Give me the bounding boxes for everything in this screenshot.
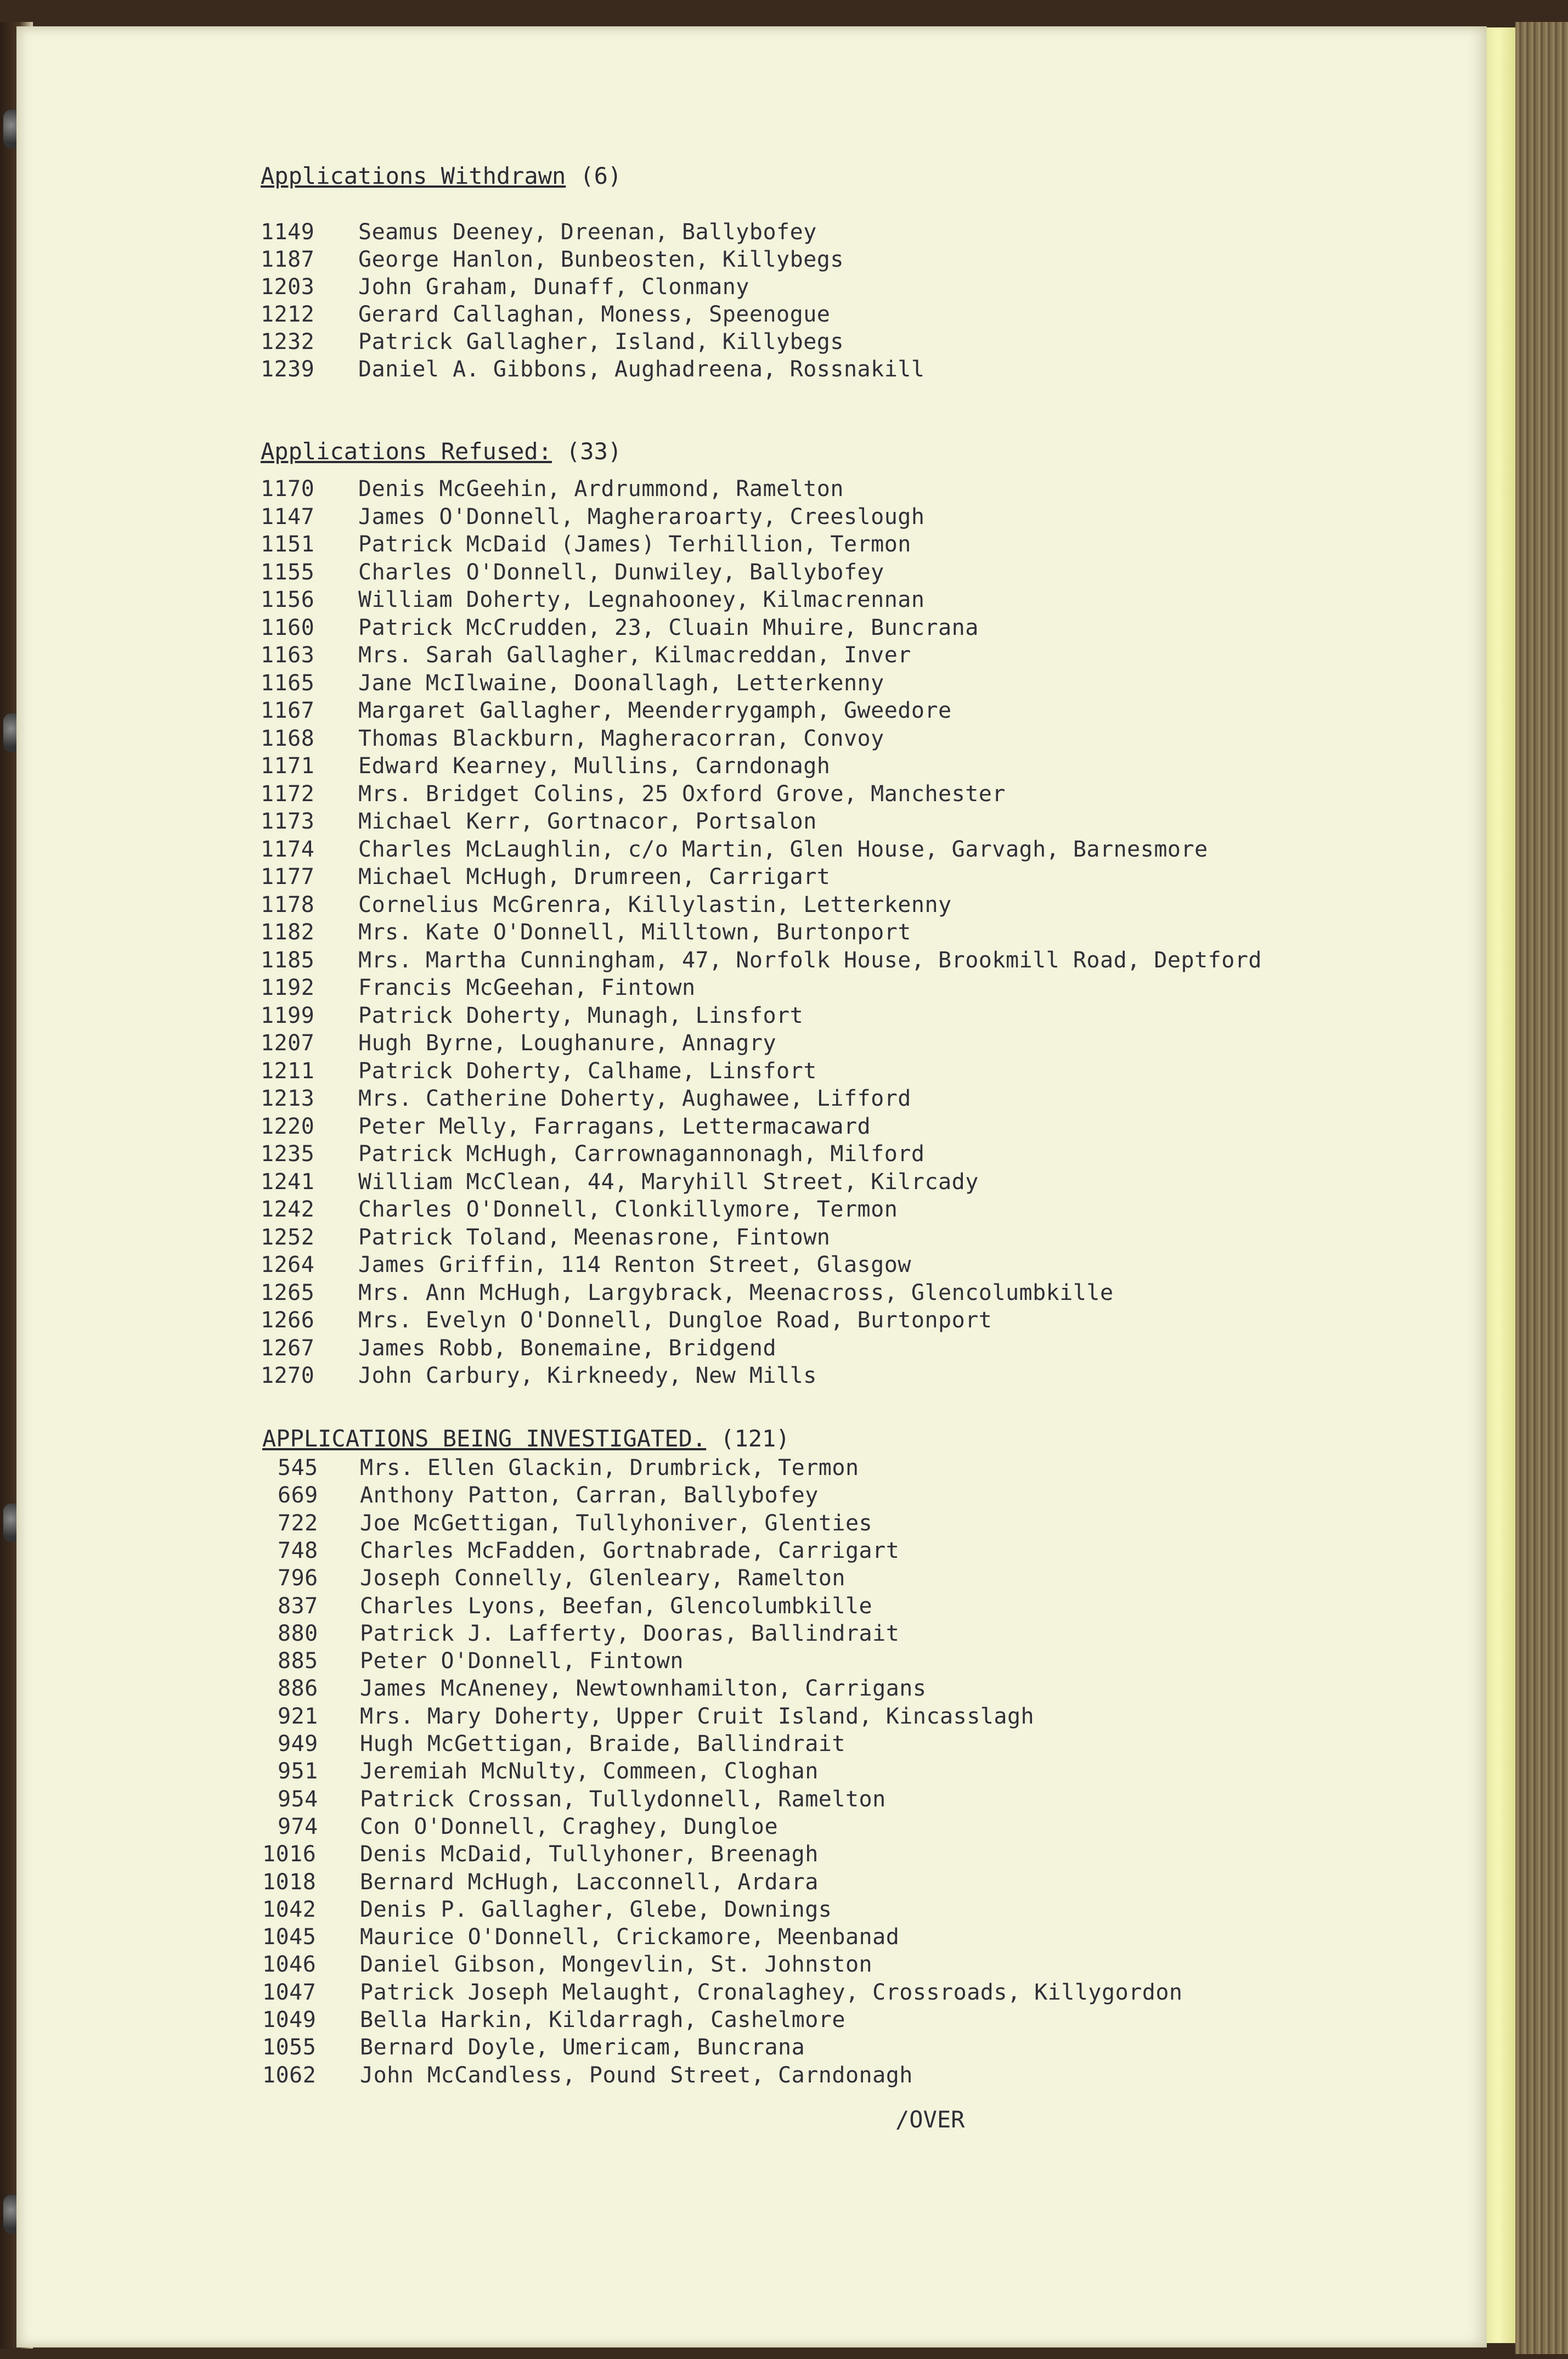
list-item [261, 726, 1413, 752]
application-number: 1167 [261, 698, 315, 723]
applicant-details: Gerard Callaghan, Moness, Speenogue [358, 302, 831, 327]
list-item [261, 302, 1413, 328]
application-number: 1173 [261, 809, 315, 834]
application-number: 886 [278, 1676, 318, 1702]
application-number: 1147 [261, 504, 315, 530]
application-number: 1163 [261, 643, 315, 668]
list-item [261, 1197, 1413, 1223]
applicant-details: Patrick McHugh, Carrownagannonagh, Milford [358, 1141, 925, 1167]
applicant-details: Patrick J. Lafferty, Dooras, Ballindrait [360, 1620, 900, 1646]
applicant-details: Thomas Blackburn, Magheracorran, Convoy [358, 725, 884, 751]
application-number: 1199 [261, 1003, 315, 1028]
application-number: 1241 [261, 1169, 315, 1195]
application-number: 949 [278, 1731, 318, 1756]
list-item [261, 837, 1413, 863]
applicant-details: Michael McHugh, Drumreen, Carrigart [358, 864, 831, 889]
application-number: 1049 [262, 2007, 317, 2033]
applicant-details: Charles Lyons, Beefan, Glencolumbkille [360, 1593, 873, 1619]
applicant-details: Mrs. Bridget Colins, 25 Oxford Grove, Manchester [358, 781, 1006, 807]
list-item [262, 1648, 1414, 1675]
list-item [262, 1731, 1414, 1758]
list-item [261, 247, 1413, 273]
section-count: (6) [580, 162, 622, 189]
list-item [262, 1483, 1414, 1509]
application-number: 1018 [262, 1869, 317, 1895]
application-number: 1207 [261, 1031, 315, 1056]
applicant-details: Anthony Patton, Carran, Ballybofey [360, 1483, 819, 1508]
application-number: 1211 [261, 1058, 315, 1084]
application-number: 1171 [261, 753, 315, 779]
applicant-details: Con O'Donnell, Craghey, Dungloe [360, 1814, 779, 1839]
application-number: 1047 [262, 1979, 317, 2005]
applicant-details: Bernard Doyle, Umericam, Buncrana [360, 2035, 805, 2060]
list-item [262, 1980, 1414, 2006]
application-number: 1178 [261, 892, 315, 917]
list-item [261, 1280, 1413, 1307]
list-item [261, 753, 1413, 780]
application-number: 722 [278, 1510, 318, 1536]
applicant-details: Mrs. Ellen Glackin, Drumbrick, Termon [360, 1455, 859, 1480]
list-item [261, 809, 1413, 835]
list-item [262, 1924, 1414, 1951]
list-item [261, 1252, 1413, 1279]
list-item [261, 1336, 1413, 1362]
applicant-details: John McCandless, Pound Street, Carndonagh [360, 2062, 913, 2088]
applicant-details: Patrick Joseph Melaught, Cronalaghey, Crossroads, Killygordon [360, 1979, 1183, 2005]
applicant-details: George Hanlon, Bunbeosten, Killybegs [358, 247, 844, 272]
list-item [261, 1059, 1413, 1085]
list-item [261, 1308, 1413, 1334]
application-number: 796 [278, 1566, 318, 1591]
list-item [262, 1842, 1414, 1868]
applicant-details: Charles O'Donnell, Dunwiley, Ballybofey [358, 559, 884, 585]
list-item [262, 2063, 1414, 2089]
application-number: 1160 [261, 615, 315, 640]
list-item [261, 560, 1413, 586]
list-item [262, 2035, 1414, 2061]
applicant-details: Peter Melly, Farragans, Lettermacaward [358, 1113, 871, 1139]
application-number: 921 [278, 1703, 318, 1729]
application-number: 1192 [261, 975, 315, 1000]
applicant-details: Joseph Connelly, Glenleary, Ramelton [360, 1566, 845, 1591]
application-number: 1252 [261, 1224, 315, 1250]
applicant-details: Denis McDaid, Tullyhoner, Breenagh [360, 1842, 819, 1867]
application-number: 1042 [262, 1896, 317, 1922]
application-number: 1232 [261, 329, 315, 354]
application-number: 1155 [261, 559, 315, 585]
application-number: 1046 [262, 1952, 317, 1978]
application-number: 1267 [261, 1335, 315, 1361]
application-number: 1213 [261, 1086, 315, 1111]
applicant-details: Jane McIlwaine, Doonallagh, Letterkenny [358, 670, 884, 696]
over-note: /OVER [895, 2106, 965, 2133]
applicant-details: Patrick Doherty, Munagh, Linsfort [358, 1003, 804, 1028]
application-number: 1266 [261, 1308, 315, 1333]
applicant-details: Michael Kerr, Gortnacor, Portsalon [358, 809, 817, 834]
list-item [261, 671, 1413, 697]
applicant-details: Bella Harkin, Kildarragh, Cashelmore [360, 2007, 845, 2033]
application-number: 951 [278, 1759, 318, 1784]
application-number: 669 [278, 1483, 318, 1508]
list-item [262, 2007, 1414, 2034]
list-item [261, 1086, 1413, 1112]
applicant-details: Denis P. Gallagher, Glebe, Downings [360, 1896, 832, 1922]
application-number: 1265 [261, 1280, 315, 1305]
applicant-details: John Carbury, Kirkneedy, New Mills [358, 1363, 817, 1388]
list-item [261, 948, 1413, 974]
list-item [262, 1952, 1414, 1978]
applicant-details: Mrs. Ann McHugh, Largybrack, Meenacross, Glencolumbkille [358, 1280, 1114, 1305]
applicant-details: Edward Kearney, Mullins, Carndonagh [358, 753, 831, 779]
list-item [262, 1759, 1414, 1785]
application-number: 1151 [261, 532, 315, 557]
section-count: (121) [720, 1425, 790, 1452]
application-number: 1062 [262, 2062, 317, 2088]
applicant-details: William Doherty, Legnahooney, Kilmacrennan [358, 587, 925, 612]
applicant-details: Mrs. Evelyn O'Donnell, Dungloe Road, Burtonport [358, 1308, 992, 1333]
list-item [262, 1511, 1414, 1537]
list-item [261, 781, 1413, 808]
list-item [262, 1594, 1414, 1620]
application-number: 837 [278, 1593, 318, 1619]
applicant-details: Patrick McDaid (James) Terhillion, Termon [358, 532, 911, 557]
applicant-details: Patrick McCrudden, 23, Cluain Mhuire, Buncrana [358, 615, 979, 640]
applicant-details: Francis McGeehan, Fintown [358, 975, 696, 1000]
application-number: 1174 [261, 836, 315, 862]
applicant-details: Joe McGettigan, Tullyhoniver, Glenties [360, 1510, 873, 1536]
list-item [261, 615, 1413, 641]
applicant-details: Mrs. Sarah Gallagher, Kilmacreddan, Inver [358, 643, 911, 668]
applicant-details: Charles McLaughlin, c/o Martin, Glen House, Garvagh, Barnesmore [358, 836, 1208, 862]
list-item [262, 1538, 1414, 1564]
applicant-details: Patrick Toland, Meenasrone, Fintown [358, 1224, 831, 1250]
applicant-details: Mrs. Catherine Doherty, Aughawee, Lifford [358, 1086, 911, 1111]
list-item [261, 274, 1413, 301]
application-number: 1182 [261, 920, 315, 945]
section-title [261, 162, 622, 189]
application-number: 1203 [261, 274, 315, 300]
applicant-details: James McAneney, Newtownhamilton, Carrigans [360, 1676, 927, 1702]
list-item [261, 920, 1413, 946]
list-item [262, 1621, 1414, 1647]
application-number: 1055 [262, 2035, 317, 2060]
applicant-details: Cornelius McGrenra, Killylastin, Letterkenny [358, 892, 952, 917]
applicant-details: William McClean, 44, Maryhill Street, Kilrcady [358, 1169, 979, 1195]
applicant-details: Denis McGeehin, Ardrummond, Ramelton [358, 476, 844, 502]
applicant-details: Peter O'Donnell, Fintown [360, 1648, 684, 1674]
section-count: (33) [566, 438, 622, 465]
applicant-details: Mrs. Kate O'Donnell, Milltown, Burtonport [358, 920, 911, 945]
application-number: 1149 [261, 219, 315, 245]
list-item [261, 1031, 1413, 1057]
applicant-details: Maurice O'Donnell, Crickamore, Meenbanad [360, 1924, 900, 1950]
applicant-details: Jeremiah McNulty, Commeen, Cloghan [360, 1759, 819, 1784]
application-number: 1264 [261, 1252, 315, 1277]
list-item [261, 643, 1413, 669]
list-item [262, 1676, 1414, 1702]
list-item [261, 1225, 1413, 1251]
applicant-details: Patrick Doherty, Calhame, Linsfort [358, 1058, 817, 1084]
applicant-details: Patrick Gallagher, Island, Killybegs [358, 329, 844, 354]
list-item [261, 1114, 1413, 1140]
list-item [261, 892, 1413, 919]
section-title [262, 1425, 790, 1452]
application-number: 880 [278, 1620, 318, 1646]
applicant-details: James Robb, Bonemaine, Bridgend [358, 1335, 777, 1361]
page-edge-yellow [1487, 27, 1515, 2343]
application-number: 1220 [261, 1113, 315, 1139]
application-number: 885 [278, 1648, 318, 1674]
application-number: 1156 [261, 587, 315, 612]
list-item [261, 975, 1413, 1001]
list-item [261, 219, 1413, 246]
applicant-details: Margaret Gallagher, Meenderrygamph, Gweedore [358, 698, 952, 723]
list-item [261, 532, 1413, 558]
application-number: 1212 [261, 302, 315, 327]
list-item [261, 587, 1413, 613]
application-number: 1235 [261, 1141, 315, 1167]
list-item [262, 1704, 1414, 1730]
application-number: 1016 [262, 1842, 317, 1867]
application-number: 1239 [261, 357, 315, 382]
application-number: 954 [278, 1786, 318, 1812]
applicant-details: Hugh Byrne, Loughanure, Annagry [358, 1031, 777, 1056]
list-item [261, 1169, 1413, 1196]
applicant-details: Daniel Gibson, Mongevlin, St. Johnston [360, 1952, 873, 1978]
list-item [261, 1141, 1413, 1168]
applicant-details: Charles McFadden, Gortnabrade, Carrigart [360, 1538, 900, 1563]
applicant-details: Bernard McHugh, Lacconnell, Ardara [360, 1869, 819, 1895]
section-title [261, 438, 622, 465]
list-item [261, 357, 1413, 383]
list-item [262, 1870, 1414, 1896]
application-number: 1185 [261, 947, 315, 973]
stacked-page-edges [1515, 22, 1568, 2354]
section-heading: APPLICATIONS BEING INVESTIGATED. [262, 1425, 707, 1452]
list-item [261, 1363, 1413, 1389]
list-item [261, 864, 1413, 891]
list-item [261, 329, 1413, 356]
applicant-details: John Graham, Dunaff, Clonmany [358, 274, 749, 300]
list-item [262, 1897, 1414, 1923]
list-item [262, 1787, 1414, 1813]
applicant-details: Mrs. Martha Cunningham, 47, Norfolk House, Brookmill Road, Deptford [358, 947, 1262, 973]
applicant-details: Hugh McGettigan, Braide, Ballindrait [360, 1731, 845, 1756]
list-item [261, 698, 1413, 724]
applicant-details: Seamus Deeney, Dreenan, Ballybofey [358, 219, 817, 245]
application-number: 1270 [261, 1363, 315, 1388]
list-item [261, 476, 1413, 503]
applicant-details: Mrs. Mary Doherty, Upper Cruit Island, Kincasslagh [360, 1703, 1035, 1729]
applicant-details: Charles O'Donnell, Clonkillymore, Termon [358, 1197, 898, 1222]
applicant-details: James O'Donnell, Magheraroarty, Creeslough [358, 504, 925, 530]
application-number: 1187 [261, 247, 315, 272]
application-number: 748 [278, 1538, 318, 1563]
list-item [262, 1814, 1414, 1840]
section-heading: Applications Withdrawn [261, 162, 566, 189]
list-item [261, 1003, 1413, 1029]
applicant-details: James Griffin, 114 Renton Street, Glasgow [358, 1252, 911, 1277]
list-item [261, 504, 1413, 531]
application-number: 1242 [261, 1197, 315, 1222]
applicant-details: Daniel A. Gibbons, Aughadreena, Rossnakill [358, 357, 925, 382]
application-number: 1045 [262, 1924, 317, 1950]
section-heading: Applications Refused: [261, 438, 552, 465]
application-number: 1170 [261, 476, 315, 502]
application-number: 1172 [261, 781, 315, 807]
application-number: 974 [278, 1814, 318, 1839]
applicant-details: Patrick Crossan, Tullydonnell, Ramelton [360, 1786, 886, 1812]
list-item [262, 1455, 1414, 1482]
application-number: 1165 [261, 670, 315, 696]
list-item [262, 1566, 1414, 1592]
application-number: 545 [278, 1455, 318, 1480]
application-number: 1168 [261, 725, 315, 751]
application-number: 1177 [261, 864, 315, 889]
